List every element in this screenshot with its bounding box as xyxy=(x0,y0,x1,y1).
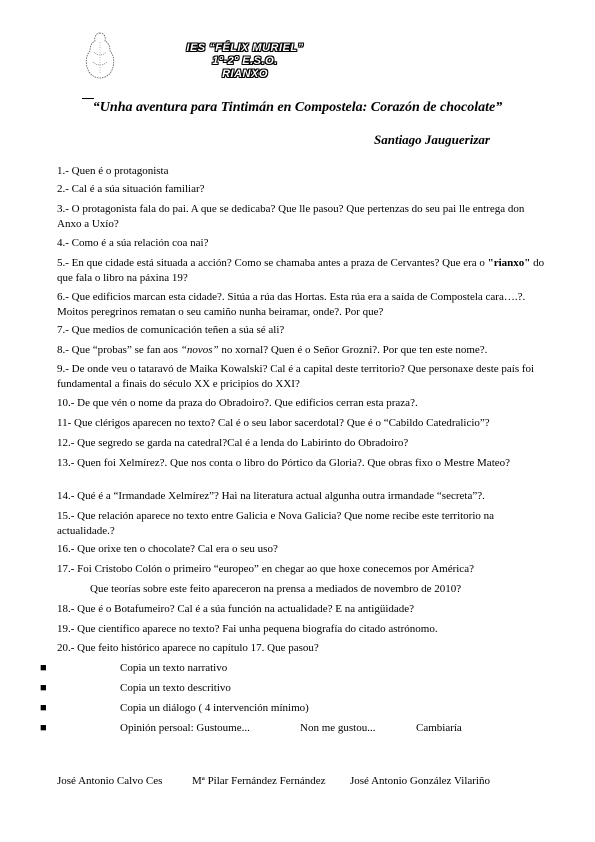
question-6: 6.- Que edificios marcan esta cidade?. Sitúa a rúa das Hortas. Esta rúa era a saída de Compostela cara….?. Moitos peregrinos rematan o seu camiño nunha beiramar, onde?. Por que? xyxy=(57,291,526,318)
question-8-italic: “novos” xyxy=(180,344,219,356)
question-5-bold: "rianxo" xyxy=(487,257,531,269)
question-17: 17.- Foi Cristobo Colón o primeiro “europeo” en chegar ao que hoxe conecemos por América? xyxy=(57,563,474,575)
small-divider xyxy=(82,98,94,99)
question-11: 11- Que clérigos aparecen no texto? Cal é o seu labor sacerdotal? Que é o “Cabildo Catedralicio”? xyxy=(57,417,490,429)
question-2: 2.- Cal é a súa situación familiar? xyxy=(57,183,205,195)
teacher-name-3: José Antonio González Vilariño xyxy=(350,775,490,787)
question-10: 10.- De que vén o nome da praza do Obradoiro?. Que edificios cerran esta praza?. xyxy=(57,397,418,409)
school-logo-figure xyxy=(80,30,120,80)
bullet-icon: ■ xyxy=(40,682,47,694)
question-3: 3.- O protagonista fala do pai. A que se dedicaba? Que lle pasou? Que pertenzas do seu pai lle entrega don Anxo a Uxío? xyxy=(57,203,525,230)
question-8-text: 8.- Que “probas” se fan aos xyxy=(57,344,181,356)
question-5-rest: do que fala o libro na páxina 19? xyxy=(57,257,545,284)
question-5-text: 5.- En que cidade está situada a acción? Como se chamaba antes a praza de Cervantes? Que era o xyxy=(57,257,488,269)
question-8-rest: no xornal? Quen é o Señor Grozni?. Por que ten este nome?. xyxy=(218,344,488,356)
question-4: 4.- Como é a súa relación coa nai? xyxy=(57,237,209,249)
school-header xyxy=(150,42,340,81)
book-author: Santiago Jauguerizar xyxy=(374,132,490,147)
question-13: 13.- Quen foi Xelmírez?. Que nos conta o libro do Pórtico da Gloria?. Que obras fixo o Mestre Mateo? xyxy=(57,457,511,469)
question-19: 19.- Que científico aparece no texto? Fai unha pequena biografía do citado astrónomo. xyxy=(57,623,438,635)
question-1: 1.- Quen é o protagonista xyxy=(57,165,169,177)
bullet-icon: ■ xyxy=(40,662,47,674)
question-15: 15.- Que relación aparece no texto entre Galicia e Nova Galicia? Que nome recibe este territorio na actualidade.? xyxy=(57,510,495,537)
teacher-name-2: Mª Pilar Fernández Fernández xyxy=(192,775,326,787)
bullet-icon: ■ xyxy=(40,702,47,714)
question-5 xyxy=(57,256,547,286)
question-14: 14.- Qué é a “Irmandade Xelmírez”? Hai na literatura actual algunha outra irmandade “secreta”?. xyxy=(57,490,485,502)
bullet-icon: ■ xyxy=(40,722,47,734)
question-18: 18.- Que é o Botafumeiro? Cal é a súa función na actualidade? E na antigüidade? xyxy=(57,603,415,615)
teacher-name-1: José Antonio Calvo Ces xyxy=(57,775,163,787)
task-narrative: Copia un texto narrativo xyxy=(120,662,228,674)
task-descriptive: Copia un texto descritivo xyxy=(120,682,231,694)
question-12: 12.- Que segredo se garda na catedral?Cal é a lenda do Labirinto do Obradoiro? xyxy=(57,437,409,449)
question-20: 20.- Que feito histórico aparece no capítulo 17. Que pasou? xyxy=(57,642,319,654)
school-course: 1º-2º E.S.O. xyxy=(212,55,278,67)
task-opinion-option-2: Non me gustou... xyxy=(300,722,376,734)
task-opinion-option-3: Cambiaría xyxy=(416,722,462,734)
book-title: “Unha aventura para Tintimán en Compostela: Corazón de chocolate” xyxy=(92,100,503,115)
task-dialogue: Copia un diálogo ( 4 intervención mínimo) xyxy=(120,702,309,714)
question-17-continued: Que teorías sobre este feito apareceron na prensa a mediados de novembro de 2010? xyxy=(90,583,462,595)
question-7: 7.- Que medios de comunicación teñen a súa sé ali? xyxy=(57,324,285,336)
task-opinion: Opinión persoal: Gustoume... xyxy=(120,722,250,734)
school-town: RIANXO xyxy=(222,68,268,80)
question-8 xyxy=(57,343,547,358)
school-name: IES “FÉLIX MURIEL” xyxy=(186,42,304,54)
question-9: 9.- De onde veu o tataravó de Maika Kowalski? Cal é a capital deste territorio? Que personaxe deste país foi fundamental a finais do século XX e pricipios do XXI? xyxy=(57,363,535,390)
question-16: 16.- Que orixe ten o chocolate? Cal era o seu uso? xyxy=(57,543,278,555)
